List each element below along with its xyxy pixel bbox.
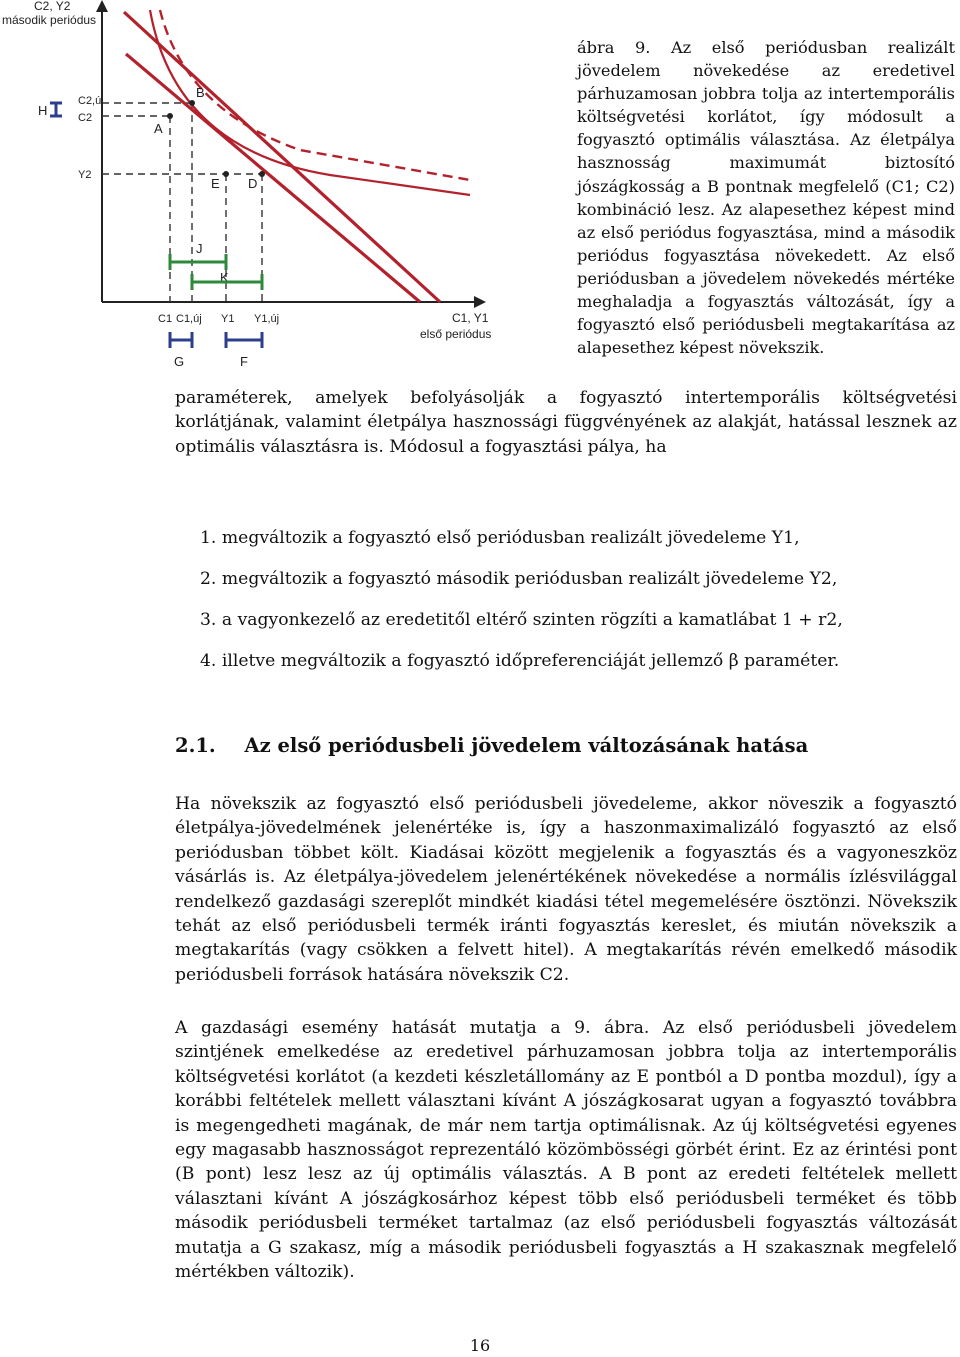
tick-c2uj: C2,új (78, 95, 104, 107)
body-paragraph: A gazdasági esemény hatását mutatja a 9. ábra. Az első periódusbeli jövedelem szintjének emelkedése az eredetivel párhuzamosan jobbra tolja az intertemporális költségvetési korlátot (a kezdeti készletállomány az E pontból a D pontba mozdul), így a korábbi feltételek mellett választani kívánt A jószágkosarat ugyan a fogyasztó továbbra is megengedheti magának, de már nem tartja optimálisnak. Az új költségvetési egyenes egy magasabb hasznosságot reprezentáló közömbösségi görbét érint. Ez az érintési pont (B pont) lesz lesz az új optimális választás. A B pont az eredeti feltételek mellett választani kívánt A jószágkosárhoz képest több első periódusbeli terméket és több második periódusbeli terméket tartalmaz (az első periódusbeli fogyasztás változását mutatja a G szakasz, míg a második periódusbeli fogyasztás a H szakasznak megfelelő mértékben változik). (175, 1018, 957, 1283)
tick-y2: Y2 (78, 169, 92, 181)
tick-y1uj: Y1,új (254, 313, 280, 325)
section-heading (175, 734, 808, 757)
x-axis-label-line2: első periódus (420, 327, 492, 341)
section-title: Az első periódusbeli jövedelem változásának hatása (244, 734, 809, 757)
body-paragraph: Ha növekszik az fogyasztó első periódusbeli jövedeleme, akkor növeszik a fogyasztó életpálya-jövedelmének jelenértéke is, így a haszonmaximalizáló fogyasztó az első periódusban többet költ. Kiadásai között megjelenik a fogyasztás és a vagyoneszköz vásárlás is. Az életpálya-jövedelem jelenértékének növekedése a normális ízlésvilággal rendelkező gazdasági szereplőt mindkét kiadási tétel megemelésére ösztönzi. Növekszik tehát az első periódusbeli termék iránti fogyasztás kereslet, és miután növekszik a megtakarítás (vagy csökken a felvett hitel). A megtakarítás révén emelkedő második periódusbeli források hatására növekszik C2. (175, 794, 957, 985)
figure-caption: ábra 9. Az első periódusban realizált jövedelem növekedése az eredetivel párhuzamosan jobbra tolja az intertemporális költségvetési korlátot, így módosult a fogyasztó optimális választása. Az életpálya hasznosság maximumát biztosító jószágkosság a B pontnak megfelelő (C1; C2) kombináció lesz. Az alapesethez képest mind az első periódus fogyasztása, mind a második periódus fogyasztása növekedett. Az első periódusban a jövedelem növekedés mértéke meghaladja a fogyasztás változását, így a fogyasztó első periódusbeli megtakarítása az alapesethez képest növekszik. (577, 38, 955, 358)
indifference-curve-original (150, 10, 470, 195)
label-d: D (248, 176, 258, 191)
intro-paragraph: paraméterek, amelyek befolyásolják a fogyasztó intertemporális költségvetési korlátjának, valamint életpálya hasznossági függvényének az alakját, hatással lesznek az optimális választásra is. Módosul a fogyasztási pálya, ha (175, 388, 957, 457)
label-b: B (196, 85, 205, 100)
green-markers (170, 254, 262, 290)
tick-c1uj: C1,új (176, 313, 202, 325)
point-b (189, 100, 195, 106)
label-g: G (174, 354, 185, 369)
label-e: E (211, 176, 220, 191)
y-axis-label-line2: második periódus (2, 13, 97, 27)
tick-c1: C1 (158, 313, 173, 325)
list-item: 2. megváltozik a fogyasztó második periódusban realizált jövedeleme Y2, (200, 569, 838, 589)
x-axis-label-line1: C1, Y1 (452, 311, 489, 325)
y-axis-label-line1: C2, Y2 (34, 0, 71, 13)
point-a (167, 113, 173, 119)
label-a: A (154, 121, 163, 136)
section-number: 2.1. (175, 734, 216, 757)
list-item: 4. illetve megváltozik a fogyasztó időpreferenciáját jellemző β paraméter. (200, 651, 840, 671)
tick-c2: C2 (78, 112, 93, 124)
tick-y1: Y1 (221, 313, 235, 325)
guide-lines (102, 103, 262, 302)
figure-9 (0, 0, 500, 380)
y-axis-arrow (96, 0, 108, 12)
label-f: F (240, 354, 248, 369)
label-j: J (196, 241, 203, 256)
list-item: 3. a vagyonkezelő az eredetitől eltérő szinten rögzíti a kamatlábat 1 + r2, (200, 610, 843, 630)
list-item: 1. megváltozik a fogyasztó első periódusban realizált jövedeleme Y1, (200, 528, 800, 548)
indifference-curve-new (160, 10, 470, 180)
label-k: K (220, 270, 229, 285)
page-number: 16 (469, 1336, 491, 1355)
condition-list (200, 526, 940, 690)
point-e (223, 171, 229, 177)
point-d (259, 171, 265, 177)
label-h: H (38, 103, 48, 118)
x-axis-arrow (474, 296, 486, 308)
